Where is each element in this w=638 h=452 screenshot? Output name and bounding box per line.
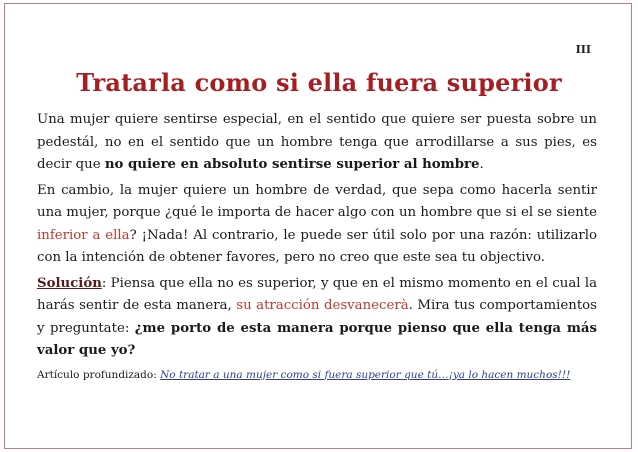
paragraph-3 — [37, 273, 597, 363]
related-article-prefix: Artículo profundizado: — [37, 368, 161, 381]
p1-bold-text: no quiere en absoluto sentirse superior al hombre — [104, 157, 480, 172]
document-body — [37, 109, 597, 384]
p3-text-1: : Piensa que ella no es superior, y que en el mismo momento en el cual la harás sentir de esta manera, — [37, 275, 597, 313]
p3-highlight: su atracción desvanecerà — [236, 298, 409, 313]
paragraph-2 — [37, 180, 597, 270]
p3-bold-question: ¿me porto de esta manera porque pienso que ella tenga más valor que yo? — [37, 320, 597, 358]
p2-text-2: ? ¡Nada! Al contrario, le puede ser útil solo por una razón: utilizarlo con la intención de obtener favores, pero no creo que este sea tu objectivo. — [37, 227, 597, 265]
p3-text-2: . Mira tus comportamientos y preguntate: — [37, 298, 597, 336]
page-title: Tratarla como si ella fuera superior — [76, 68, 562, 97]
related-article — [37, 366, 597, 384]
related-article-link[interactable]: No tratar a una mujer como si fuera superior que tú…¡ya lo hacen muchos!!! — [160, 368, 571, 381]
paragraph-1 — [37, 109, 597, 177]
document-page — [4, 3, 632, 449]
p2-highlight: inferior a ella — [37, 227, 130, 243]
p1-text-1: Una mujer quiere sentirse especial, en el sentido que quiere ser puesta sobre un pedestál, no en el sentido que un hombre tenga que arrodillarse a sus pies, es decir que — [37, 112, 597, 172]
page-number: III — [575, 43, 591, 56]
solution-label: Solución — [37, 275, 102, 291]
p2-text-1: En cambio, la mujer quiere un hombre de verdad, que sepa como hacerla sentir una mujer, porque ¿qué le importa de hacer algo con un hombre que si el se siente — [37, 182, 597, 220]
p1-text-2: . — [479, 157, 484, 172]
